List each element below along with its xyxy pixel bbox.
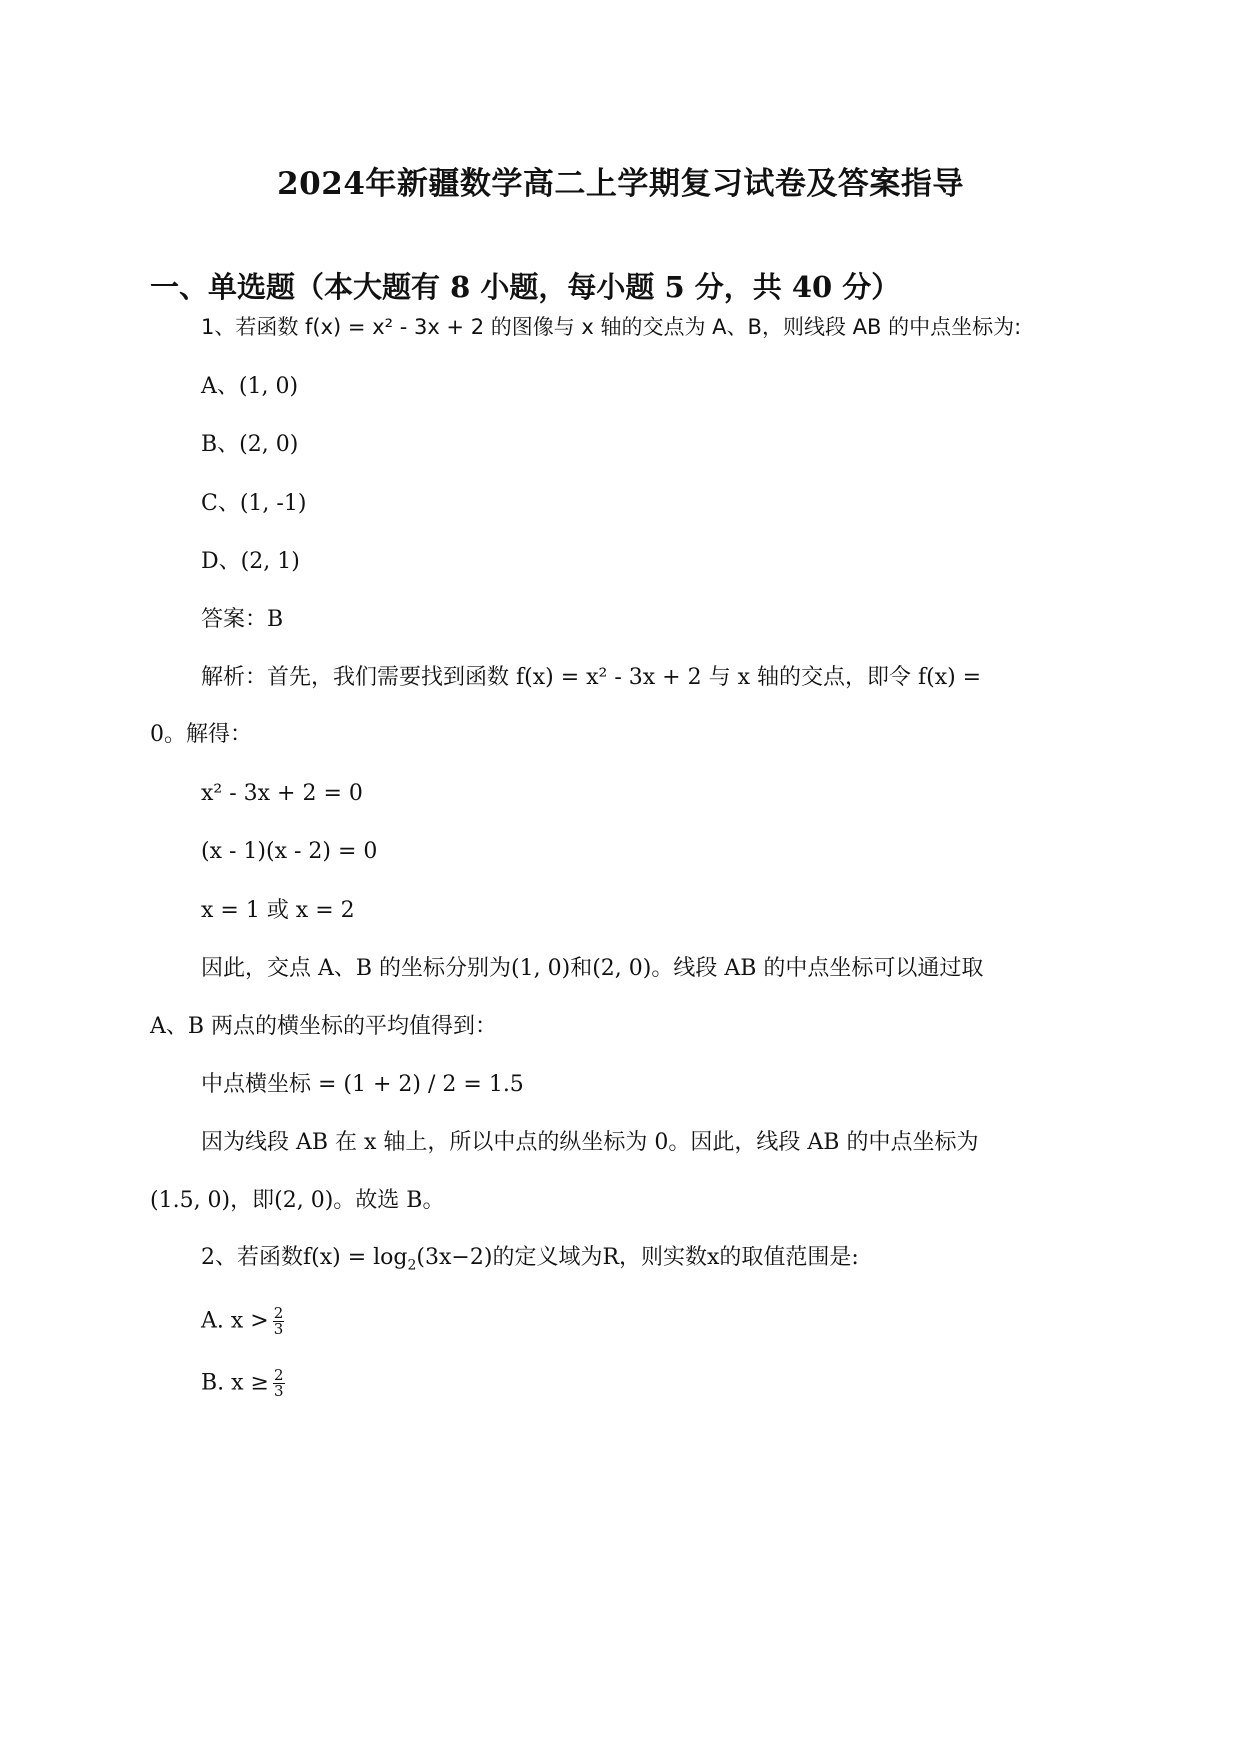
q1-option-b: B、(2, 0) (201, 432, 299, 457)
q2-option-b: B. x ≥ $\frac{2}{3}$ (201, 1366, 284, 1400)
q1-option-a: A、(1, 0) (201, 374, 299, 399)
q1-option-d: D、(2, 1) (201, 549, 300, 574)
q1-equation: 中点横坐标 = (1 + 2) / 2 = 1.5 (201, 1072, 524, 1097)
q2-option-a: A. x > $\frac{2}{3}$ (201, 1304, 284, 1338)
q1-analysis-line: 因此，交点 A、B 的坐标分别为(1, 0)和(2, 0)。线段 AB 的中点坐标可以通过取 (201, 956, 984, 981)
q2-formula: $f(x) = \log_2(3x-2)$ (303, 1245, 493, 1274)
fraction: $\frac{2}{3}$ (274, 1366, 284, 1400)
q1-equation: x = 1 或 x = 2 (201, 898, 355, 923)
q1-analysis-line: A、B 两点的横坐标的平均值得到： (150, 1014, 498, 1039)
q2-stem-suffix: 的定义域为R，则实数x的取值范围是: (492, 1245, 859, 1270)
document-title: 2024年新疆数学高二上学期复习试卷及答案指导 (277, 166, 964, 202)
q1-analysis-line: 因为线段 AB 在 x 轴上，所以中点的纵坐标为 0。因此，线段 AB 的中点坐标为 (201, 1130, 979, 1155)
q1-analysis-line: (1.5, 0)，即(2, 0)。故选 B。 (150, 1188, 445, 1213)
q1-option-c: C、(1, -1) (201, 491, 307, 516)
q1-analysis-line: 解析：首先，我们需要找到函数 f(x) = x² - 3x + 2 与 x 轴的交点，即令 f(x) = (201, 665, 982, 690)
q1-equation: x² - 3x + 2 = 0 (201, 781, 363, 806)
q1-answer: 答案：B (201, 607, 284, 632)
q1-stem: 1、若函数 f(x) = x² - 3x + 2 的图像与 x 轴的交点为 A、B，则线段 AB 的中点坐标为: (201, 315, 1022, 339)
q2-stem (201, 1243, 859, 1280)
fraction: $\frac{2}{3}$ (273, 1304, 284, 1338)
q1-analysis-line: 0。解得： (150, 722, 252, 747)
q1-equation: (x - 1)(x - 2) = 0 (201, 839, 378, 864)
q2-stem-prefix: 2、若函数 (201, 1245, 303, 1270)
section-heading: 一、单选题（本大题有 8 小题，每小题 5 分，共 40 分） (150, 270, 901, 304)
